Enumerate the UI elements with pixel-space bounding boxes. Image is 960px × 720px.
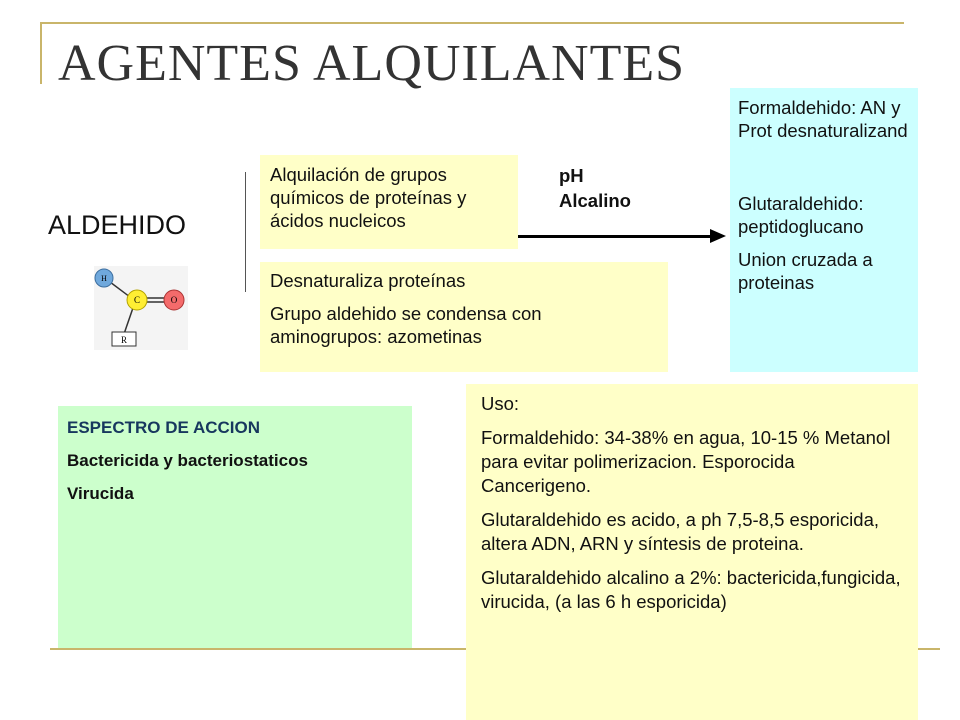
espectro-box — [58, 406, 412, 648]
uso-box — [466, 384, 918, 720]
alcalino-text: Alcalino — [559, 190, 631, 211]
slide-title: AGENTES ALQUILANTES — [58, 35, 686, 92]
hydrogen-label: H — [101, 274, 107, 283]
alquilacion-text: Alquilación de grupos químicos de proteínas y ácidos nucleicos — [270, 164, 467, 231]
desnaturaliza-line2: Grupo aldehido se condensa con aminogrupos: azometinas — [270, 303, 542, 347]
espectro-item-virucida: Virucida — [67, 484, 134, 503]
right-arrow-icon — [710, 229, 726, 243]
uso-glutaraldehido-acido: Glutaraldehido es acido, a ph 7,5-8,5 esporicida, altera ADN, ARN y síntesis de proteina. — [481, 509, 880, 554]
ph-text: pH — [559, 165, 584, 186]
formaldehido-info-box — [730, 88, 918, 372]
alquilacion-box — [260, 155, 518, 249]
arrow-line — [518, 235, 714, 238]
glutaraldehido-note: Glutaraldehido: peptidoglucano — [738, 193, 864, 237]
uso-title: Uso: — [481, 393, 520, 414]
aldehido-label: ALDEHIDO — [48, 210, 187, 240]
espectro-item-bactericida: Bactericida y bacteriostaticos — [67, 451, 308, 470]
espectro-title: ESPECTRO DE ACCION — [67, 418, 261, 437]
carbon-label: C — [133, 295, 141, 305]
frame-top-line — [40, 22, 904, 24]
oxygen-label: O — [170, 295, 178, 305]
uso-formaldehido: Formaldehido: 34-38% en agua, 10-15 % Metanol para evitar polimerizacion. Esporocida Cancerigeno. — [481, 427, 891, 496]
desnaturaliza-line1: Desnaturaliza proteínas — [270, 270, 466, 291]
bracket-line — [245, 172, 246, 292]
frame-left-line — [40, 22, 42, 84]
uso-glutaraldehido-alcalino: Glutaraldehido alcalino a 2%: bactericida,fungicida, virucida, (a las 6 h esporicida) — [481, 567, 901, 612]
r-group-label: R — [120, 335, 128, 345]
formaldehido-note: Formaldehido: AN y Prot desnaturalizand — [738, 97, 908, 141]
union-cruzada-note: Union cruzada a proteinas — [738, 249, 873, 293]
desnaturaliza-box — [260, 262, 668, 372]
ph-alcalino-label — [559, 163, 631, 213]
aldehyde-molecule-diagram — [88, 262, 192, 352]
